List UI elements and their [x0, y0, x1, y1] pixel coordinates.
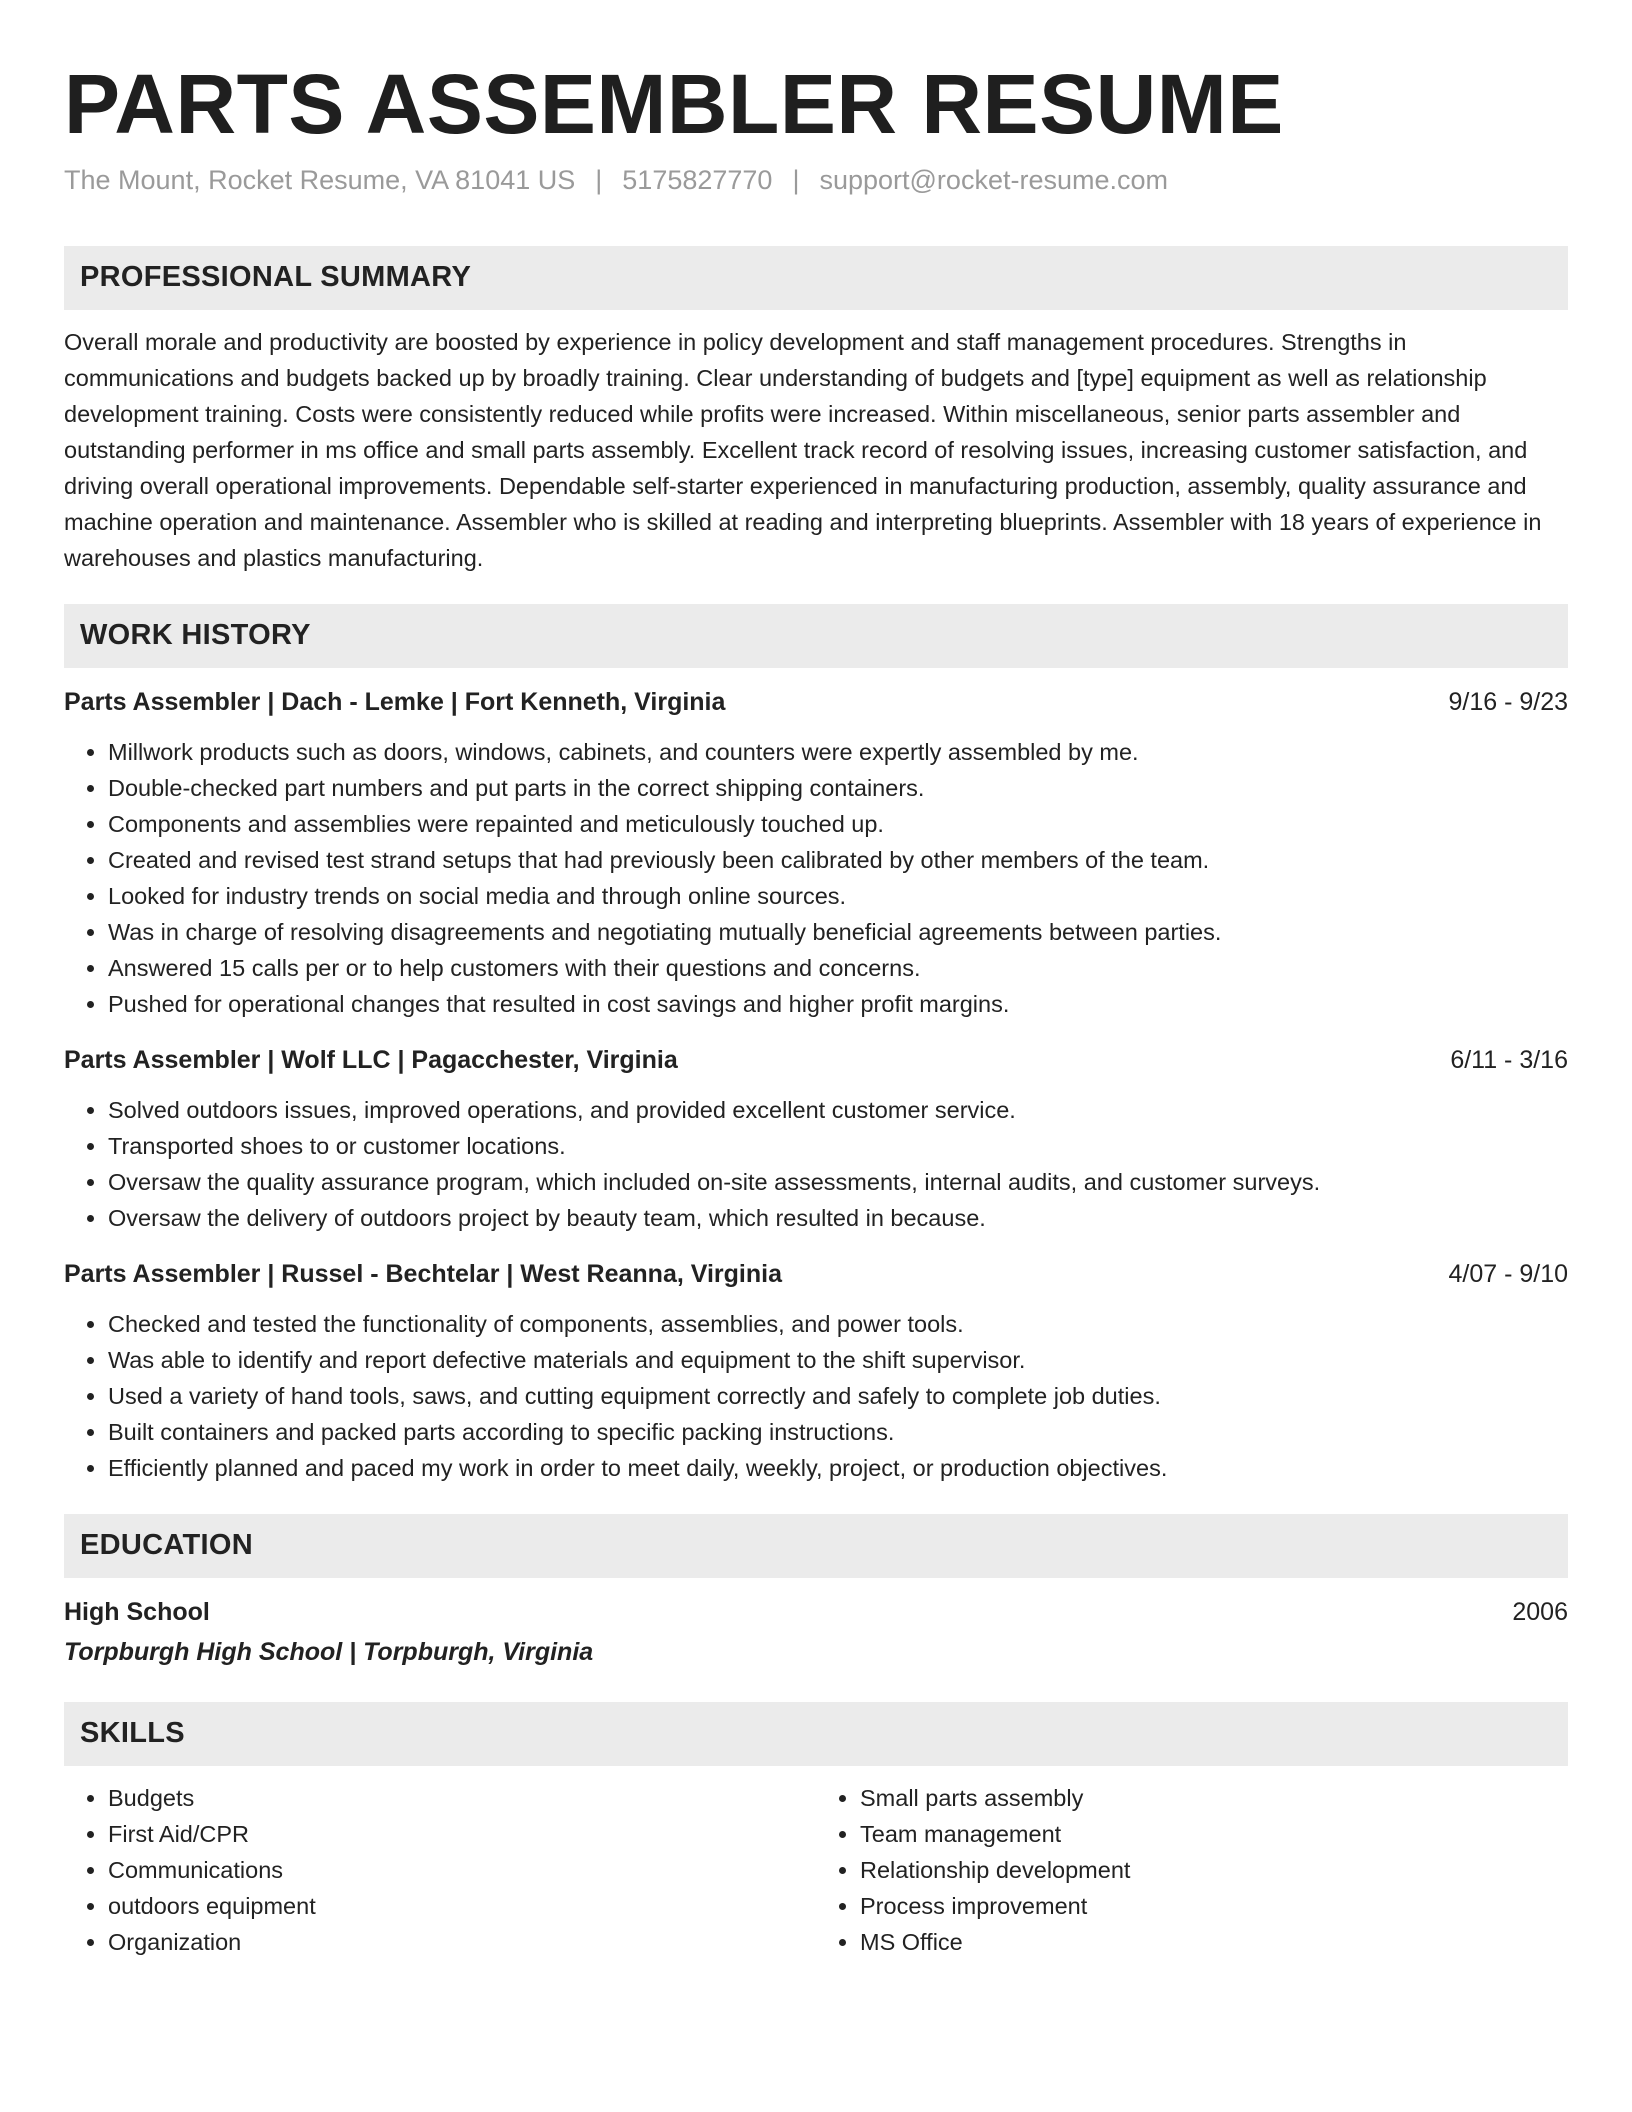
job-bullet: • Oversaw the delivery of outdoors project by beauty team, which resulted in because.: [108, 1200, 1568, 1236]
contact-line: [64, 165, 1568, 196]
job-bullet: • Was able to identify and report defective materials and equipment to the shift supervisor.: [108, 1342, 1568, 1378]
job-bullet: • Transported shoes to or customer locations.: [108, 1128, 1568, 1164]
education-heading: EDUCATION: [64, 1514, 1568, 1578]
skill-item: • Relationship development: [860, 1852, 1568, 1888]
skills-column-left: [64, 1780, 816, 1960]
contact-phone: 5175827770: [622, 164, 773, 195]
contact-separator: |: [792, 164, 800, 195]
job-header: [64, 1042, 1568, 1078]
skill-item: • Small parts assembly: [860, 1780, 1568, 1816]
skill-item: • Communications: [108, 1852, 816, 1888]
summary-text: Overall morale and productivity are boosted by experience in policy development and staff management procedures. Strengths in communications and budgets backed up by broadly training. Clear understanding of budgets and [type] equipment as well as relationship development training. Costs were consistently reduced while profits were increased. Within miscellaneous, senior parts assembler and outstanding performer in ms office and small parts assembly. Excellent track record of resolving issues, increasing customer satisfaction, and driving overall operational improvements. Dependable self-starter experienced in manufacturing production, assembly, quality assurance and machine operation and maintenance. Assembler who is skilled at reading and interpreting blueprints. Assembler with 18 years of experience in warehouses and plastics manufacturing.: [64, 328, 1542, 571]
skill-item: • MS Office: [860, 1924, 1568, 1960]
summary-heading: PROFESSIONAL SUMMARY: [64, 246, 1568, 310]
job-header: [64, 684, 1568, 720]
job-bullet: • Components and assemblies were repainted and meticulously touched up.: [108, 806, 1568, 842]
job-title: Parts Assembler | Russel - Bechtelar | West Reanna, Virginia: [64, 1259, 782, 1288]
job-bullets: [64, 1306, 1568, 1486]
skills-column-right: [816, 1780, 1568, 1960]
job-entry: [64, 1256, 1568, 1486]
job-dates: 9/16 - 9/23: [1448, 687, 1568, 716]
contact-address: The Mount, Rocket Resume, VA 81041 US: [64, 164, 576, 195]
contact-email: support@rocket-resume.com: [819, 164, 1168, 195]
job-header: [64, 1256, 1568, 1292]
job-bullet: • Solved outdoors issues, improved operations, and provided excellent customer service.: [108, 1092, 1568, 1128]
skills-list: [64, 1780, 1568, 1960]
education-header: [64, 1594, 1568, 1630]
job-bullets: [64, 734, 1568, 1022]
job-bullet: • Created and revised test strand setups that had previously been calibrated by other members of the team.: [108, 842, 1568, 878]
job-dates: 6/11 - 3/16: [1450, 1045, 1568, 1074]
skill-item: • Process improvement: [860, 1888, 1568, 1924]
job-bullet: • Oversaw the quality assurance program, which included on-site assessments, internal audits, and customer surveys.: [108, 1164, 1568, 1200]
job-bullet: • Built containers and packed parts according to specific packing instructions.: [108, 1414, 1568, 1450]
job-title: Parts Assembler | Wolf LLC | Pagacchester, Virginia: [64, 1045, 678, 1074]
contact-separator: |: [595, 164, 603, 195]
skills-heading: SKILLS: [64, 1702, 1568, 1766]
skill-item: • Team management: [860, 1816, 1568, 1852]
skill-item: • Budgets: [108, 1780, 816, 1816]
resume-title: PARTS ASSEMBLER RESUME: [64, 57, 1284, 151]
education-degree: High School: [64, 1597, 210, 1626]
job-bullet: • Answered 15 calls per or to help customers with their questions and concerns.: [108, 950, 1568, 986]
job-bullet: • Double-checked part numbers and put parts in the correct shipping containers.: [108, 770, 1568, 806]
job-dates: 4/07 - 9/10: [1448, 1259, 1568, 1288]
skill-item: • First Aid/CPR: [108, 1816, 816, 1852]
job-bullet: • Looked for industry trends on social media and through online sources.: [108, 878, 1568, 914]
education-school: Torpburgh High School | Torpburgh, Virginia: [64, 1637, 594, 1666]
job-bullet: • Used a variety of hand tools, saws, and cutting equipment correctly and safely to complete job duties.: [108, 1378, 1568, 1414]
job-bullet: • Pushed for operational changes that resulted in cost savings and higher profit margins.: [108, 986, 1568, 1022]
job-bullet: • Was in charge of resolving disagreements and negotiating mutually beneficial agreements between parties.: [108, 914, 1568, 950]
job-entry: [64, 1042, 1568, 1236]
job-entry: [64, 684, 1568, 1022]
job-bullets: [64, 1092, 1568, 1236]
education-year: 2006: [1512, 1597, 1568, 1626]
job-bullet: • Checked and tested the functionality of components, assemblies, and power tools.: [108, 1306, 1568, 1342]
skill-item: • outdoors equipment: [108, 1888, 816, 1924]
job-title: Parts Assembler | Dach - Lemke | Fort Kenneth, Virginia: [64, 687, 726, 716]
work-history-heading: WORK HISTORY: [64, 604, 1568, 668]
skill-item: • Organization: [108, 1924, 816, 1960]
job-bullet: • Millwork products such as doors, windows, cabinets, and counters were expertly assembled by me.: [108, 734, 1568, 770]
job-bullet: • Efficiently planned and paced my work in order to meet daily, weekly, project, or production objectives.: [108, 1450, 1568, 1486]
